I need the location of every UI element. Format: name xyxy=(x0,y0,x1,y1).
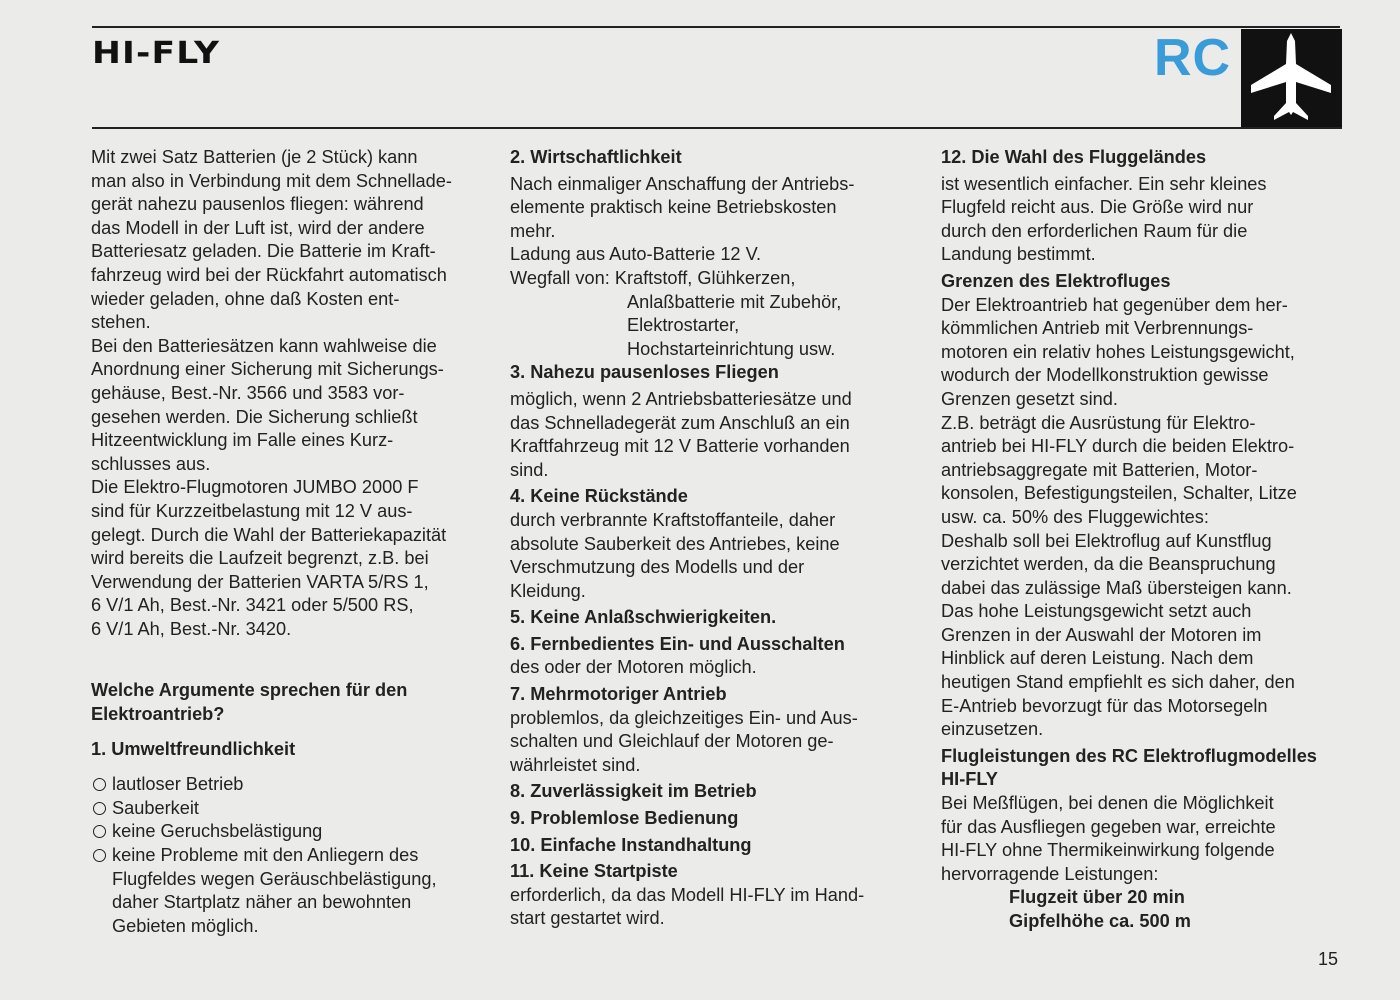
header-rule-top xyxy=(92,26,1340,28)
paragraph-flugleistungen: Bei Meßflügen, bei denen die Möglichkeit für das Ausfliegen gegeben war, erreichte HI-FLY ohne Thermikeinwirkung folgende hervorragende Leistungen: xyxy=(941,793,1276,884)
heading-anlass: 5. Keine Anlaßschwierigkeiten. xyxy=(510,607,777,628)
wegfall-row: Wegfall von: Kraftstoff, Glühkerzen, xyxy=(510,267,920,291)
advantage-list xyxy=(91,773,501,938)
wegfall-items: Anlaßbatterie mit Zubehör, Elektrostarter, Hochstarteinrichtung usw. xyxy=(627,291,842,359)
heading-fernbedient: 6. Fernbedientes Ein- und Ausschalten xyxy=(510,633,845,654)
heading-umweltfreundlichkeit: 1. Umweltfreundlichkeit xyxy=(91,738,296,759)
heading-zuverlaessigkeit: 8. Zuverlässigkeit im Betrieb xyxy=(510,781,757,802)
paragraph-wirtschaftlichkeit: Nach einmaliger Anschaffung der Antriebs- elemente praktisch keine Betriebskosten mehr. Ladung aus Auto-Batterie 12 V. xyxy=(510,173,855,265)
circle-bullet-icon xyxy=(93,825,106,838)
heading-rueckstaende: 4. Keine Rückstände xyxy=(510,486,688,507)
paragraph-fluggelaende: ist wesentlich einfacher. Ein sehr kleines Flugfeld reicht aus. Die Größe wird nur durch den erforderlichen Raum für die Landung bestimmt. xyxy=(941,173,1267,265)
header-rule-bottom xyxy=(92,127,1342,129)
paragraph-grenzen-3: Deshalb soll bei Elektroflug auf Kunstflug verzichtet werden, da die Beanspruchung dabei das zulässige Maß übersteigen kann. Das hohe Leistungsgewicht setzt auch Grenzen in der Auswahl der Motoren im Hinblick auf deren Leistung. Nach dem heutigen Stand empfiehlt es sich daher, den E-Antrieb bevorzugt für das Motorsegeln einzusetzen. xyxy=(941,530,1295,740)
heading-instandhaltung: 10. Einfache Instandhaltung xyxy=(510,834,752,855)
airplane-icon xyxy=(1241,29,1342,128)
list-item: keine Geruchsbelästigung xyxy=(91,820,501,844)
paragraph-batteries: Mit zwei Satz Batterien (je 2 Stück) kann man also in Verbindung mit dem Schnellade- gerät nahezu pausenlos fliegen: während das Modell in der Luft ist, wird der andere Batteriesatz geladen. Die Batterie im Kraft- fahrzeug wird bei der Rückfahrt automatisch wieder geladen, ohne daß Kosten ent- stehen. xyxy=(91,147,452,333)
paragraph-startpiste: erforderlich, da das Modell HI-FLY im Hand- start gestartet wird. xyxy=(510,884,865,929)
list-item: lautloser Betrieb xyxy=(91,773,501,797)
paragraph-mehrmotorig: problemlos, da gleichzeitiges Ein- und Aus- schalten und Gleichlauf der Motoren ge- währleistet sind. xyxy=(510,707,858,775)
paragraph-rueckstaende: durch verbrannte Kraftstoffanteile, daher absolute Sauberkeit des Antriebes, keine Verschmutzung des Modells und der Kleidung. xyxy=(510,509,840,601)
circle-bullet-icon xyxy=(93,849,106,862)
paragraph-pausenlos: möglich, wenn 2 Antriebsbatteriesätze und das Schnelladegerät zum Anschluß an ein Kraftfahrzeug mit 12 V Batterie vorhanden sind. xyxy=(510,388,852,480)
paragraph-fernbedient: des oder der Motoren möglich. xyxy=(510,657,757,678)
heading-fluggelaende: 12. Die Wahl des Fluggeländes xyxy=(941,147,1207,167)
paragraph-grenzen-2: Z.B. beträgt die Ausrüstung für Elektro- antrieb bei HI-FLY durch die beiden Elektro- antriebsaggregate mit Batterien, Motor- konsolen, Befestigungsteilen, Schalter, Litze usw. ca. 50% des Fluggewichtes: xyxy=(941,412,1297,527)
list-item: Sauberkeit xyxy=(91,797,501,821)
performance-values: Flugzeit über 20 min Gipfelhöhe ca. 500 m xyxy=(1009,887,1191,931)
heading-bedienung: 9. Problemlose Bedienung xyxy=(510,808,739,829)
circle-bullet-icon xyxy=(93,778,106,791)
hifly-logo: HI-FLY xyxy=(92,36,221,71)
wegfall-label: Wegfall von: xyxy=(510,267,615,288)
question-heading: Welche Argumente sprechen für den Elektroantrieb? xyxy=(91,680,408,725)
column-2 xyxy=(510,146,920,931)
heading-flugleistungen: Flugleistungen des RC Elektroflugmodelles HI-FLY xyxy=(941,745,1317,790)
paragraph-grenzen-1: Der Elektroantrieb hat gegenüber dem her- kömmlichen Antrieb mit Verbrennungs- motoren ein relativ hohes Leistungsgewicht, wodurch der Modellkonstruktion gewisse Grenzen gesetzt sind. xyxy=(941,294,1295,409)
heading-startpiste: 11. Keine Startpiste xyxy=(510,861,678,882)
list-item: keine Probleme mit den Anliegern des Flugfeldes wegen Geräuschbelästigung, daher Startplatz näher an bewohnten Gebieten möglich. xyxy=(91,844,501,938)
heading-grenzen: Grenzen des Elektrofluges xyxy=(941,270,1171,291)
column-3 xyxy=(941,146,1351,934)
column-1 xyxy=(91,146,501,938)
circle-bullet-icon xyxy=(93,802,106,815)
page-number: 15 xyxy=(1318,949,1339,969)
heading-pausenlos: 3. Nahezu pausenloses Fliegen xyxy=(510,362,779,383)
paragraph-motors: Die Elektro-Flugmotoren JUMBO 2000 F sind für Kurzzeitbelastung mit 12 V aus- gelegt. Durch die Wahl der Batteriekapazität wird bereits die Laufzeit begrenzt, z.B. bei Verwendung der Batterien VARTA 5/RS 1, 6 V/1 Ah, Best.-Nr. 3421 oder 5/500 RS, 6 V/1 Ah, Best.-Nr. 3420. xyxy=(91,477,447,639)
paragraph-fuse: Bei den Batteriesätzen kann wahlweise die Anordnung einer Sicherung mit Sicherungs- gehäuse, Best.-Nr. 3566 und 3583 vor- gesehen werden. Die Sicherung schließt Hitzeentwicklung im Falle eines Kurz- schlusses aus. xyxy=(91,335,444,474)
heading-mehrmotorig: 7. Mehrmotoriger Antrieb xyxy=(510,684,727,705)
rc-badge: RC xyxy=(1154,29,1232,87)
heading-wirtschaftlichkeit: 2. Wirtschaftlichkeit xyxy=(510,147,682,167)
